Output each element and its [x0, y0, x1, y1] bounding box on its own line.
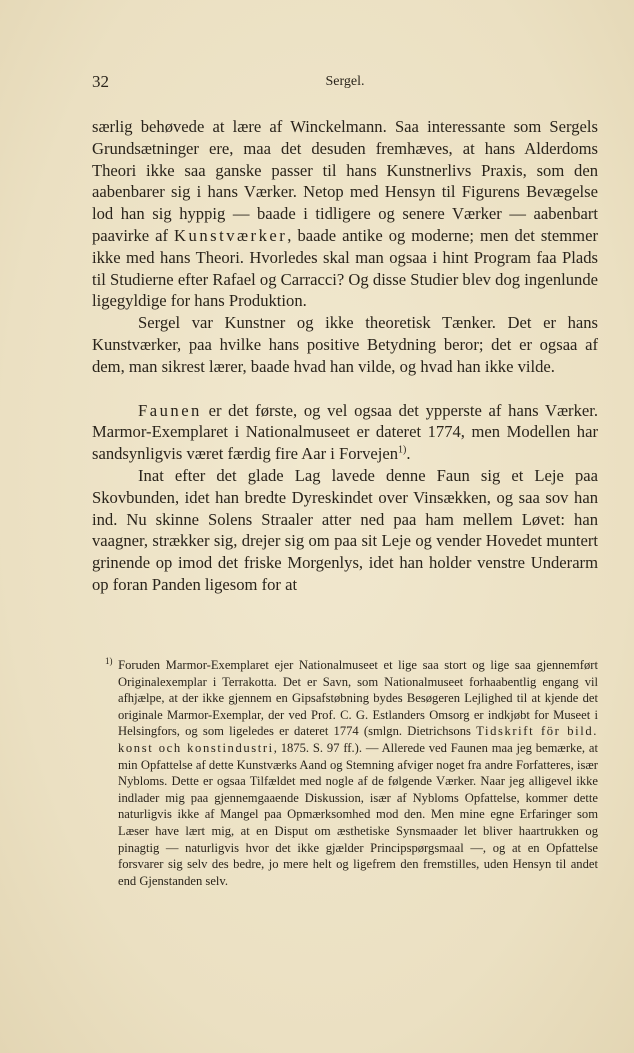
footnote-reference: 1) [398, 444, 407, 456]
footnote-1 [105, 655, 599, 889]
page-number: 32 [92, 72, 109, 91]
paragraph-3 [92, 400, 598, 465]
section-break [92, 378, 598, 400]
paragraph-1 [92, 116, 598, 312]
paragraph-1-end: , baade antike og moderne; men det stemmer ikke med hans Theori. Hvorledes skal man ogsaa i hint Program faa Plads til Studierne efter Rafael og Carracci? Og disse Studier blev dog ingenlunde ligegyldige for hans Produktion. [92, 225, 598, 311]
footnote-journal-title: Tidskrift för bild. konst och konstindustri [118, 724, 599, 755]
emphasis-faunen: Faunen [138, 400, 202, 420]
footnote-1-part2: , 1875. S. 97 ff.). — Allerede ved Faunen maa jeg bemærke, at min Opfattelse af dette Kunstværks Aand og Stemning afviger noget fra andre Forfatteres, især Nybloms. Dette er ogsaa Tilfældet med nogle af de følgende Værker. Naar jeg alligevel ikke indlader mig paa gjennemgaaende Diskussion, især af Nybloms Opfattelse, kommer dette naturligvis ikke af Mangel paa Opmærksomhed mod den. Men mine egne Erfaringer som Læser have lært mig, at en Disput om æsthetiske Synsmaader let bliver haartrukken og pinagtig — naturligvis hvor det ikke gjælder Principspørgsmaal —, og at en Opfattelse forsvarer sig selv des bedre, jo mere helt og ligefrem den fremstilles, uden Hensyn til andet end Gjenstanden selv. [118, 740, 598, 888]
paragraph-2: Sergel var Kunstner og ikke theoretisk Tænker. Det er hans Kunstværker, paa hvilke hans positive Betydning beror; det er ogsaa af dem, man sikrest lærer, baade hvad han vilde, og hvad han ikke vilde. [92, 313, 598, 376]
paragraph-3-text: er det første, og vel ogsaa det ypperste af hans Værker. Marmor-Exemplaret i Nationalmuseet er dateret 1774, men Modellen har sandsynligvis været færdig fire Aar i Forvejen [92, 400, 598, 464]
footnote-block [105, 655, 599, 889]
emphasis-kunstvaerker: Kunstværker [174, 225, 288, 245]
main-text [92, 116, 598, 596]
paragraph-3-end: . [406, 444, 411, 464]
footnote-mark: 1) [105, 655, 113, 666]
footnote-1-part1: Foruden Marmor-Exemplaret ejer Nationalmuseet et lige saa stort og lige saa gjennemført Originalexemplar i Terrakotta. Det er Savn, som Nationalmuseet forhaabentlig engang vil afhjælpe, at der ikke gjennem en Gipsafstøbning bydes Besøgeren Lejlighed til at kjende det originale Marmor-Exemplar, der ved Prof. C. G. Estlanders Omsorg er indkjøbt for Museet i Helsingfors, og som ligeledes er dateret 1774 (smlgn. Dietrichsons [118, 658, 598, 739]
running-title: Sergel. [325, 74, 365, 89]
page-header [92, 72, 598, 96]
paragraph-1-text: særlig behøvede at lære af Winckelmann. Saa interessante som Sergels Grundsætninger ere, maa det desuden fremhæves, at hans Alderdoms Theori ikke saa ganske passer til hans Kunstnerlivs Praxis, som den aabenbarer sig i hans Værker. Netop med Hensyn til Figurens Bevægelse lod han sig hyppig — baade i tidligere og senere Værker — aabenbart paavirke af [92, 117, 598, 245]
paragraph-4: Inat efter det glade Lag lavede denne Faun sig et Leje paa Skovbunden, idet han bredte Dyreskindet over Vinsækken, og saa sov han ind. Nu skinne Solens Straaler atter ned paa ham mellem Løvet: han vaagner, strækker sig, drejer sig om paa sit Leje og vender Hovedet muntert grinende op imod det friske Morgenlys, idet han holder venstre Underarm op foran Panden ligesom for at [92, 465, 598, 594]
